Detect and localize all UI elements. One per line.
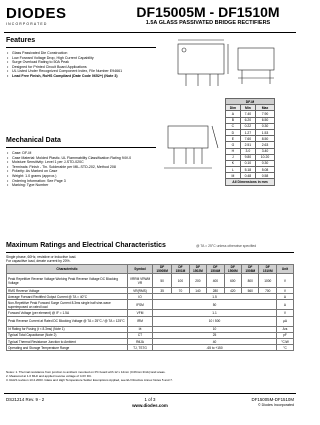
mechanical-list xyxy=(6,151,156,188)
dims-cell: 1.27 xyxy=(240,129,255,135)
logo-subtext: INCORPORATED xyxy=(6,22,48,26)
dims-cell: H xyxy=(226,148,241,154)
feature-item: • Glass Passivated Die Construction xyxy=(6,51,156,56)
ratings-value: 400 xyxy=(207,274,224,288)
ratings-unit: A xyxy=(277,294,294,300)
dims-cell: M xyxy=(226,173,241,179)
feature-item: • Surge Overload Rating to 50A Peak xyxy=(6,60,156,65)
diodes-logo xyxy=(6,6,66,26)
ratings-value: 600 xyxy=(224,274,241,288)
ratings-value: -65 to +150 xyxy=(153,345,277,351)
dims-cell: 0.30 xyxy=(255,123,274,129)
ratings-unit: V xyxy=(277,274,294,288)
ratings-intro-1: Single phase, 60Hz, resistive or inductive load. xyxy=(6,255,77,259)
ratings-symbol: RθJA xyxy=(128,338,153,344)
ratings-col-header: Unit xyxy=(277,265,294,274)
dims-cell: L xyxy=(226,167,241,173)
package-lead-drawing xyxy=(158,120,224,180)
dims-cell: 3.40 xyxy=(255,148,274,154)
dims-cell: 2.63 xyxy=(255,142,274,148)
ratings-label: Operating and Storage Temperature Range xyxy=(7,345,128,351)
mechanical-item: • Marking: Type Number xyxy=(6,183,156,188)
ratings-col-header: DF 1510M xyxy=(259,265,277,274)
header-divider xyxy=(4,32,296,33)
document-revision: DS21214 Rev. 9 - 2 xyxy=(6,397,45,402)
dims-cell: C xyxy=(226,123,241,129)
ratings-symbol: IRM xyxy=(128,316,153,326)
ratings-label: Peak Repetitive Reverse Voltage Working Peak Reverse Voltage DC Blocking Voltage xyxy=(7,274,128,288)
dims-cell: K xyxy=(226,160,241,166)
feature-item: • Lead Free Finish, RoHS Compliant (Date Code 0652+) (Note 3) xyxy=(6,74,156,79)
product-subtitle: 1.5A GLASS PASSIVATED BRIDGE RECTIFIERS xyxy=(145,20,271,26)
dims-cell: 7.40 xyxy=(240,111,255,117)
website-link[interactable]: www.diodes.com xyxy=(132,403,168,408)
ratings-unit: pF xyxy=(277,332,294,338)
dims-cell: J xyxy=(226,154,241,160)
dims-footer: All Dimensions in mm xyxy=(226,179,275,185)
note-line: Notes: 1. Thermal resistance from junction to ambient mounted on PC board with 12 x 12mm (0.06mm thick) land areas. xyxy=(6,370,166,374)
dims-cell: 2.51 xyxy=(240,142,255,148)
ratings-col-header: Symbol xyxy=(128,265,153,274)
ratings-symbol: VR(RMS) xyxy=(128,288,153,294)
ratings-unit: A xyxy=(277,300,294,310)
feature-item: • UL Listed Under Recognized Component Index, File Number E94661 xyxy=(6,69,156,74)
dims-cell: A xyxy=(226,111,241,117)
ratings-col-header: DF 1502M xyxy=(189,265,206,274)
ratings-underline xyxy=(6,252,294,253)
note-line: 3. RoHS revision 13.2.2003. Glass and High Temperature Solder Exemptions Applied, see EU Directive Annex Notes 5 and 7. xyxy=(6,377,173,382)
dims-cell: 0.30 xyxy=(255,160,274,166)
dims-col-header: Dim xyxy=(226,105,241,111)
page-number: 1 of 3 xyxy=(144,397,156,402)
dims-cell: B xyxy=(226,117,241,123)
ratings-unit: V xyxy=(277,310,294,316)
feature-item: • Low Forward Voltage Drop, High Current Capability xyxy=(6,56,156,61)
ratings-row xyxy=(7,345,294,351)
dimensions-table xyxy=(225,98,275,186)
dims-cell: 5.08 xyxy=(255,167,274,173)
dims-cell: 7.90 xyxy=(255,111,274,117)
ratings-label: RMS Reverse Voltage xyxy=(7,288,128,294)
ratings-label: Typical Thermal Resistance Junction to Ambient xyxy=(7,338,128,344)
part-number-title: DF15005M - DF1510M xyxy=(136,4,280,20)
mechanical-item: • Terminals: Finish - Tin. Solderable per MIL-STD-202, Method 208 xyxy=(6,165,156,170)
ratings-col-header: DF 1501M xyxy=(172,265,189,274)
dims-col-header: Min xyxy=(240,105,255,111)
ratings-value: 10 / 500 xyxy=(153,316,277,326)
ratings-value: 35 xyxy=(153,288,172,294)
ratings-symbol: CT xyxy=(128,332,153,338)
dims-cell: 3.0 xyxy=(240,148,255,154)
ratings-value: 200 xyxy=(189,274,206,288)
mechanical-item: • Ordering Information: See Page 3 xyxy=(6,179,156,184)
dims-cell: D xyxy=(226,129,241,135)
dims-cell: 0.58 xyxy=(255,173,274,179)
ratings-symbol: IO xyxy=(128,294,153,300)
ratings-symbol: IFSM xyxy=(128,300,153,310)
ratings-value: 70 xyxy=(172,288,189,294)
dims-table-title: DF-M xyxy=(226,99,275,105)
ratings-unit: V xyxy=(277,288,294,294)
ratings-value: 50 xyxy=(153,274,172,288)
note-line: 2. Measured at 1.0 MHz and applied reverse voltage of 4.0V DC. xyxy=(6,373,93,378)
mechanical-underline xyxy=(6,147,156,148)
ratings-title-note: @ TA = 25°C unless otherwise specified xyxy=(196,244,257,248)
dims-cell: 6.20 xyxy=(240,117,255,123)
ratings-row xyxy=(7,300,294,310)
ratings-col-header: DF 1506M xyxy=(224,265,241,274)
ratings-value: 10 xyxy=(153,326,277,332)
dims-cell: 8.50 xyxy=(255,136,274,142)
feature-item: • Designed for Printed Circuit Board Applications xyxy=(6,65,156,70)
ratings-label: Average Forward Rectified Output Current @ TA = 40°C xyxy=(7,294,128,300)
ratings-unit: °C/W xyxy=(277,338,294,344)
ratings-col-header: Characteristic xyxy=(7,265,128,274)
ratings-symbol: I²t xyxy=(128,326,153,332)
dims-cell: 9.80 xyxy=(240,154,255,160)
dims-cell: 6.50 xyxy=(255,117,274,123)
ratings-label: Peak Reverse Current at Rated DC Blocking Voltage @ TA = 25°C / @ TA = 125°C xyxy=(7,316,128,326)
ratings-value: 1.1 xyxy=(153,310,277,316)
ratings-symbol: TJ, TSTG xyxy=(128,345,153,351)
ratings-unit: µA xyxy=(277,316,294,326)
ratings-unit: °C xyxy=(277,345,294,351)
mechanical-item: • Moisture Sensitivity: Level 1 per J-STD-020C xyxy=(6,160,156,165)
logo-text: DIODES xyxy=(6,5,67,22)
ratings-unit: A²s xyxy=(277,326,294,332)
ratings-intro-2: For capacitive load, derate current by 20%. xyxy=(6,259,71,263)
ratings-label: Forward Voltage (per element) @ IF = 1.5A xyxy=(7,310,128,316)
dims-cell: 0.22 xyxy=(240,123,255,129)
ratings-col-header: DF 15005M xyxy=(153,265,172,274)
features-heading: Features xyxy=(6,37,36,44)
features-underline xyxy=(6,47,156,48)
dims-cell: 0.10 xyxy=(240,160,255,166)
dims-cell: E xyxy=(226,136,241,142)
ratings-row xyxy=(7,274,294,288)
footer-divider xyxy=(4,393,296,394)
mechanical-item: • Weight: 1.0 grams (approx.) xyxy=(6,174,156,179)
mechanical-item: • Case: DF-M xyxy=(6,151,156,156)
dims-cell: G xyxy=(226,142,241,148)
notes-block xyxy=(6,371,294,382)
footer-part-number: DF15005M-DF1510M xyxy=(251,397,294,402)
dims-cell: 10.20 xyxy=(255,154,274,160)
ratings-label: I²t Rating for Fusing (t < 8.3ms) (Note 1) xyxy=(7,326,128,332)
ratings-value: 25 xyxy=(153,332,277,338)
ratings-value: 560 xyxy=(242,288,259,294)
ratings-value: 420 xyxy=(224,288,241,294)
dims-cell: 1.53 xyxy=(255,129,274,135)
ratings-value: 50 xyxy=(153,300,277,310)
ratings-value: 700 xyxy=(259,288,277,294)
dims-col-header: Max xyxy=(255,105,274,111)
ratings-header-row xyxy=(7,265,294,274)
ratings-symbol: VFM xyxy=(128,310,153,316)
ratings-value: 1000 xyxy=(259,274,277,288)
ratings-label: Typical Total Capacitance (Note 2) xyxy=(7,332,128,338)
copyright: © Diodes Incorporated xyxy=(257,403,294,407)
ratings-col-header: DF 1504M xyxy=(207,265,224,274)
ratings-table xyxy=(6,264,294,351)
features-list xyxy=(6,51,156,79)
ratings-heading: Maximum Ratings and Electrical Characteristics xyxy=(6,242,166,249)
ratings-value: 280 xyxy=(207,288,224,294)
ratings-col-header: DF 1508M xyxy=(242,265,259,274)
package-side-view xyxy=(238,48,274,70)
dims-cell: 0.48 xyxy=(240,173,255,179)
ratings-row xyxy=(7,316,294,326)
ratings-value: 100 xyxy=(172,274,189,288)
ratings-label: Non-Repetitive Peak Forward Surge Current 8.3ms single half sine-wave superimposed on rated load xyxy=(7,300,128,310)
mechanical-item: • Case Material: Molded Plastic. UL Flammability Classification Rating 94V-0 xyxy=(6,156,156,161)
dims-cell: 7.60 xyxy=(240,136,255,142)
ratings-symbol: VRRM VRWM VR xyxy=(128,274,153,288)
ratings-value: 1.5 xyxy=(153,294,277,300)
mechanical-heading: Mechanical Data xyxy=(6,137,61,144)
ratings-value: 140 xyxy=(189,288,206,294)
dims-cell: 5.18 xyxy=(240,167,255,173)
ratings-value: 40 xyxy=(153,338,277,344)
mechanical-item: • Polarity: As Marked on Case xyxy=(6,169,156,174)
ratings-value: 800 xyxy=(242,274,259,288)
